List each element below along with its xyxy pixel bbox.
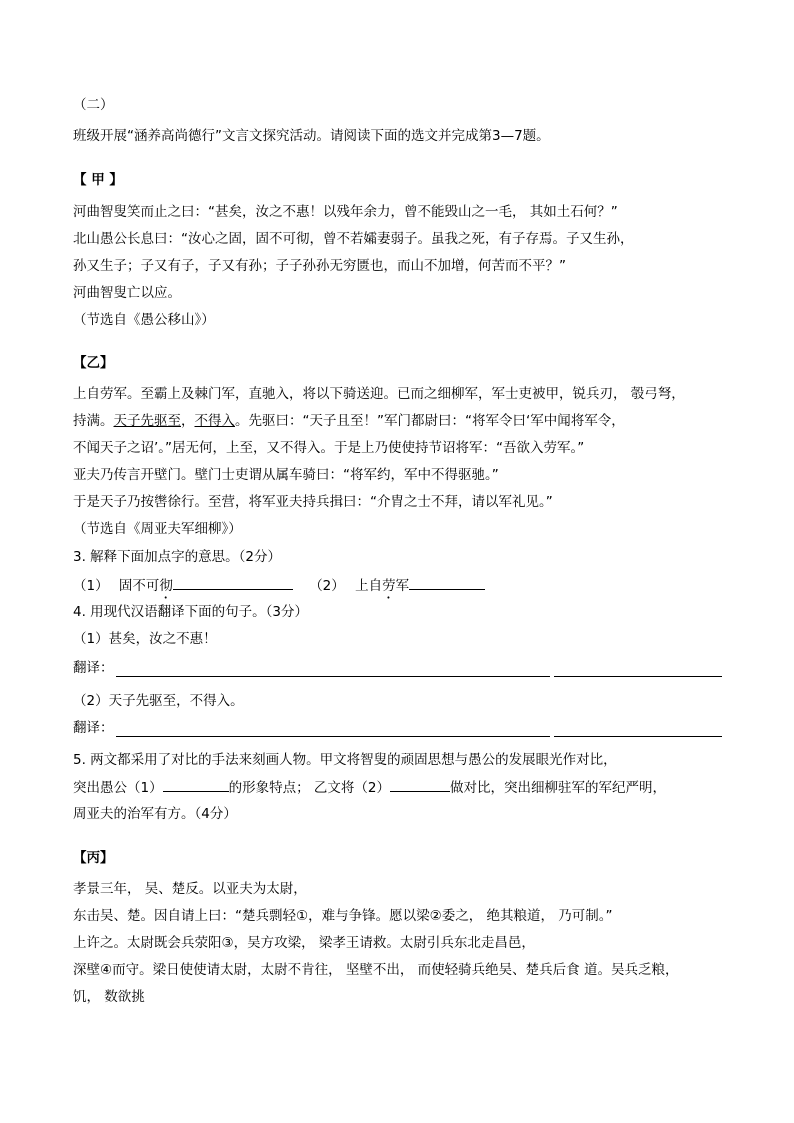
passage-jia-line: 孙又生子；子又有子，子又有孙；子子孙孙无穷匮也，而山不加增，何苦而不平？” [73,258,566,274]
translate-label: 翻译： [73,720,114,736]
question-5-text: 5. 两文都采用了对比的手法来刻画人物。甲文将智叟的顽固思想与愚公的发展眼光作对比， [73,752,617,768]
question-4-sentence-2: （2）天子先驱至，不得入。 [73,693,244,709]
question-4-sentence-1: （1）甚矣，汝之不惠！ [73,631,217,647]
item-label: （1） [73,578,109,594]
passage-bing-line: 东击吴、楚。因自请上曰：“楚兵剽轻①，难与争锋。愿以梁②委之， 绝其粮道， 乃可制。” [73,908,613,924]
text-fragment: 的形象特点； 乙文将（2） [228,780,390,796]
text-fragment: 。先驱曰：“天子且至！”军门都尉曰：“将军令曰‘军中闻将军令， [235,413,625,429]
answer-line[interactable] [116,736,550,737]
answer-blank[interactable] [173,577,293,590]
passage-bing-line: 上许之。太尉既会兵荥阳③，吴方攻梁， 梁孝王请救。太尉引兵东北走昌邑， [73,935,535,951]
passage-jia-source: （节选自《愚公移山》） [73,312,215,328]
item-text: 固不可 [118,578,160,594]
passage-jia-line: 河曲智叟亡以应。 [73,285,181,301]
answer-line[interactable] [554,736,722,737]
passage-yi-line: 上自劳军。至霸上及棘门军，直驰入，将以下骑送迎。已而之细柳军，军士吏被甲，锐兵刃， 彀弓弩， [73,386,685,402]
passage-jia-line: 北山愚公长息曰：“汝心之固，固不可彻，曾不若孀妻弱子。虽我之死，有子存焉。子又生孙， [73,231,634,247]
underlined-phrase: 不得入 [194,413,235,429]
text-fragment: 持满。 [73,413,114,429]
answer-blank[interactable] [163,779,229,792]
passage-jia-line: 河曲智叟笑而止之曰：“甚矣，汝之不惠！以残年余力，曾不能毁山之一毛， 其如土石何？” [73,204,618,220]
passage-bing-line: 深壁④而守。梁日使使请太尉，太尉不肯往， 坚壁不出， 而使轻骑兵绝吴、楚兵后食 道。吴兵乏粮， [73,962,679,978]
question-5-text [73,779,666,796]
text-fragment: ， [181,413,195,429]
passage-bing-heading: 【丙】 [73,850,114,866]
question-3-items [73,577,485,602]
item-label: （2） [309,578,345,594]
answer-blank[interactable] [409,577,485,590]
passage-yi-line [73,413,625,429]
passage-yi-heading: 【乙】 [73,355,114,371]
dotted-char: 彻 [159,578,173,594]
passage-yi-line: 不闻天子之诏’。”居无何，上至，又不得入。于是上乃使使持节诏将军：“吾欲入劳军。” [73,440,585,456]
question-4-title: 4. 用现代汉语翻译下面的句子。（3分） [73,604,309,620]
dotted-char: 劳 [382,578,396,594]
passage-yi-line: 亚夫乃传言开壁门。壁门士吏谓从属车骑曰：“将军约，军中不得驱驰。” [73,467,499,483]
answer-line[interactable] [554,676,722,677]
passage-bing-line: 孝景三年， 吴、楚反。以亚夫为太尉， [73,881,307,897]
question-3-title: 3. 解释下面加点字的意思。（2分） [73,549,282,565]
section-heading: （二） [73,97,114,113]
question-5-text: 周亚夫的治军有方。（4分） [73,806,237,822]
underlined-phrase: 天子先驱至 [113,413,181,429]
passage-yi-source: （节选自《周亚夫军细柳》） [73,521,242,537]
passage-jia-heading: 【 甲 】 [73,172,123,188]
passage-yi-line: 于是天子乃按辔徐行。至营，将军亚夫持兵揖曰：“介胄之士不拜，请以军礼见。” [73,494,553,510]
answer-blank[interactable] [390,779,450,792]
text-fragment: 做对比，突出细柳驻军的军纪严明， [449,780,666,796]
item-text: 上自 [355,578,383,594]
answer-line[interactable] [116,676,550,677]
translate-label: 翻译： [73,660,114,676]
passage-bing-line: 饥， 数欲挑 [73,989,145,1005]
intro-text: 班级开展“涵养高尚德行”文言文探究活动。请阅读下面的选文并完成第3—7题。 [73,128,550,144]
text-fragment: 突出愚公（1） [73,780,163,796]
item-text: 军 [395,578,410,594]
